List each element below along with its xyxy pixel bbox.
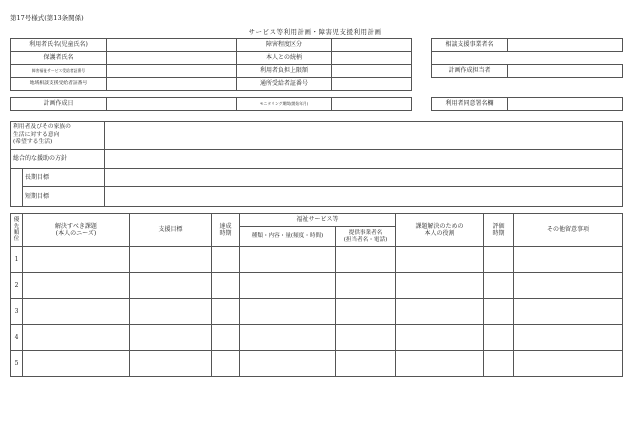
provider-cell[interactable] (336, 351, 396, 377)
self-role-header (396, 214, 484, 247)
achieve-cell[interactable] (212, 247, 240, 273)
service-detail-cell[interactable] (240, 351, 336, 377)
indent-cell (11, 187, 23, 207)
service-detail-cell[interactable] (240, 247, 336, 273)
spacer-cell (412, 78, 432, 91)
basic-info-table (10, 38, 623, 91)
blank-cell (432, 78, 508, 91)
intention-line-3: (希望する生活) (13, 139, 53, 146)
consent-sign-label: 利用者同意署名欄 (432, 98, 508, 111)
table-row (11, 247, 623, 273)
planner-label: 計画作成担当者 (432, 65, 508, 78)
eval-cell[interactable] (484, 299, 514, 325)
plan-date-field[interactable] (107, 98, 237, 111)
self-role-cell[interactable] (396, 247, 484, 273)
intention-line-1: 利用者及びその家族の (13, 124, 71, 131)
priority-char: 先 (13, 223, 20, 230)
overall-policy-label: 総合的な援助の方針 (11, 150, 105, 169)
blank-cell (508, 52, 623, 65)
disability-level-label: 障害程度区分 (237, 39, 332, 52)
self-role-cell[interactable] (396, 351, 484, 377)
table-row (11, 299, 623, 325)
eval-header-line-2: 時期 (492, 230, 505, 237)
self-role-cell[interactable] (396, 325, 484, 351)
support-goal-cell[interactable] (130, 299, 212, 325)
spacer-cell (412, 39, 432, 52)
priority-number: 3 (11, 299, 23, 325)
issue-cell[interactable] (23, 299, 130, 325)
intention-field[interactable] (105, 122, 623, 150)
monitoring-field[interactable] (332, 98, 412, 111)
user-name-label: 利用者氏名(児童氏名) (11, 39, 107, 52)
welfare-cert-field[interactable] (107, 65, 237, 78)
priority-number: 5 (11, 351, 23, 377)
short-term-field[interactable] (105, 187, 623, 207)
disability-level-field[interactable] (332, 39, 412, 52)
burden-limit-field[interactable] (332, 65, 412, 78)
eval-cell[interactable] (484, 273, 514, 299)
achieve-cell[interactable] (212, 273, 240, 299)
issue-header (23, 214, 130, 247)
provider-cell[interactable] (336, 247, 396, 273)
welfare-service-header: 福祉サービス等 (240, 214, 396, 227)
self-role-cell[interactable] (396, 299, 484, 325)
intention-line-2: 生活に対する意向 (13, 131, 60, 138)
issue-cell[interactable] (23, 273, 130, 299)
issue-header-line-1: 解決すべき課題 (55, 222, 97, 230)
user-name-field[interactable] (107, 39, 237, 52)
intention-label (11, 122, 105, 150)
provider-cell[interactable] (336, 273, 396, 299)
blank-cell (432, 52, 508, 65)
self-role-cell[interactable] (396, 273, 484, 299)
plan-date-label: 計画作成日 (11, 98, 107, 111)
priority-char: 順 (13, 230, 20, 236)
indent-cell (11, 169, 23, 187)
table-row (11, 273, 623, 299)
commute-cert-field[interactable] (332, 78, 412, 91)
burden-limit-label: 利用者負担上限額 (237, 65, 332, 78)
spacer-cell (412, 65, 432, 78)
regional-cert-field[interactable] (107, 78, 237, 91)
consult-office-field[interactable] (508, 39, 623, 52)
long-term-field[interactable] (105, 169, 623, 187)
provider-cell[interactable] (336, 299, 396, 325)
provider-header (336, 227, 396, 247)
relationship-field[interactable] (332, 52, 412, 65)
issue-cell[interactable] (23, 247, 130, 273)
short-term-label: 短期目標 (23, 187, 105, 207)
priority-char: 優 (13, 217, 20, 224)
eval-cell[interactable] (484, 325, 514, 351)
eval-cell[interactable] (484, 247, 514, 273)
monitoring-label: モニタリング期間(開始年月) (237, 98, 332, 111)
support-goal-cell[interactable] (130, 247, 212, 273)
plan-info-table (10, 97, 623, 111)
notes-cell[interactable] (514, 273, 623, 299)
service-detail-cell[interactable] (240, 299, 336, 325)
achieve-header-line-1: 達成 (219, 222, 232, 230)
service-plan-table (10, 213, 623, 377)
service-detail-cell[interactable] (240, 273, 336, 299)
notes-cell[interactable] (514, 325, 623, 351)
long-term-label: 長期目標 (23, 169, 105, 187)
consent-sign-field[interactable] (508, 98, 623, 111)
notes-cell[interactable] (514, 299, 623, 325)
policy-table (10, 121, 623, 207)
eval-header-line-1: 評価 (492, 222, 505, 230)
spacer-cell (412, 98, 432, 111)
achieve-cell[interactable] (212, 351, 240, 377)
achieve-cell[interactable] (212, 325, 240, 351)
form-number: 第17号様式(第13条関係) (10, 14, 84, 22)
provider-cell[interactable] (336, 325, 396, 351)
notes-cell[interactable] (514, 351, 623, 377)
service-detail-cell[interactable] (240, 325, 336, 351)
provider-header-line-1: 提供事業者名 (348, 229, 383, 236)
priority-number: 4 (11, 325, 23, 351)
commute-cert-label: 通所受給者証番号 (237, 78, 332, 91)
issue-cell[interactable] (23, 351, 130, 377)
relationship-label: 本人との続柄 (237, 52, 332, 65)
consult-office-label: 相談支援事業者名 (432, 39, 508, 52)
priority-char: 位 (13, 236, 20, 243)
document-title: サービス等利用計画・障害児支援利用計画 (248, 28, 382, 36)
self-role-header-line-2: 本人の役割 (424, 230, 455, 237)
table-row (11, 351, 623, 377)
provider-header-line-2: (担当者名・電話) (343, 236, 388, 243)
overall-policy-field[interactable] (105, 150, 623, 169)
achieve-cell[interactable] (212, 299, 240, 325)
guardian-name-label: 保護者氏名 (11, 52, 107, 65)
blank-cell (508, 78, 623, 91)
regional-cert-label: 地域相談支援受給者証番号 (11, 78, 107, 91)
support-goal-cell[interactable] (130, 325, 212, 351)
priority-number: 2 (11, 273, 23, 299)
planner-field[interactable] (508, 65, 623, 78)
guardian-name-field[interactable] (107, 52, 237, 65)
support-goal-cell[interactable] (130, 351, 212, 377)
priority-number: 1 (11, 247, 23, 273)
achieve-header (212, 214, 240, 247)
support-goal-cell[interactable] (130, 273, 212, 299)
support-goal-header: 支援目標 (130, 214, 212, 247)
service-detail-header: 種類・内容・量(頻度・時間) (240, 227, 336, 247)
achieve-header-line-2: 時期 (219, 230, 232, 237)
priority-header (11, 214, 23, 247)
issue-cell[interactable] (23, 325, 130, 351)
issue-header-line-2: (本人のニーズ) (55, 230, 97, 237)
eval-header (484, 214, 514, 247)
table-row (11, 325, 623, 351)
spacer-cell (412, 52, 432, 65)
notes-cell[interactable] (514, 247, 623, 273)
welfare-cert-label: 障害福祉サービス受給者証番号 (11, 65, 107, 78)
notes-header: その他留意事項 (514, 214, 623, 247)
eval-cell[interactable] (484, 351, 514, 377)
self-role-header-line-1: 課題解決のための (415, 222, 464, 230)
